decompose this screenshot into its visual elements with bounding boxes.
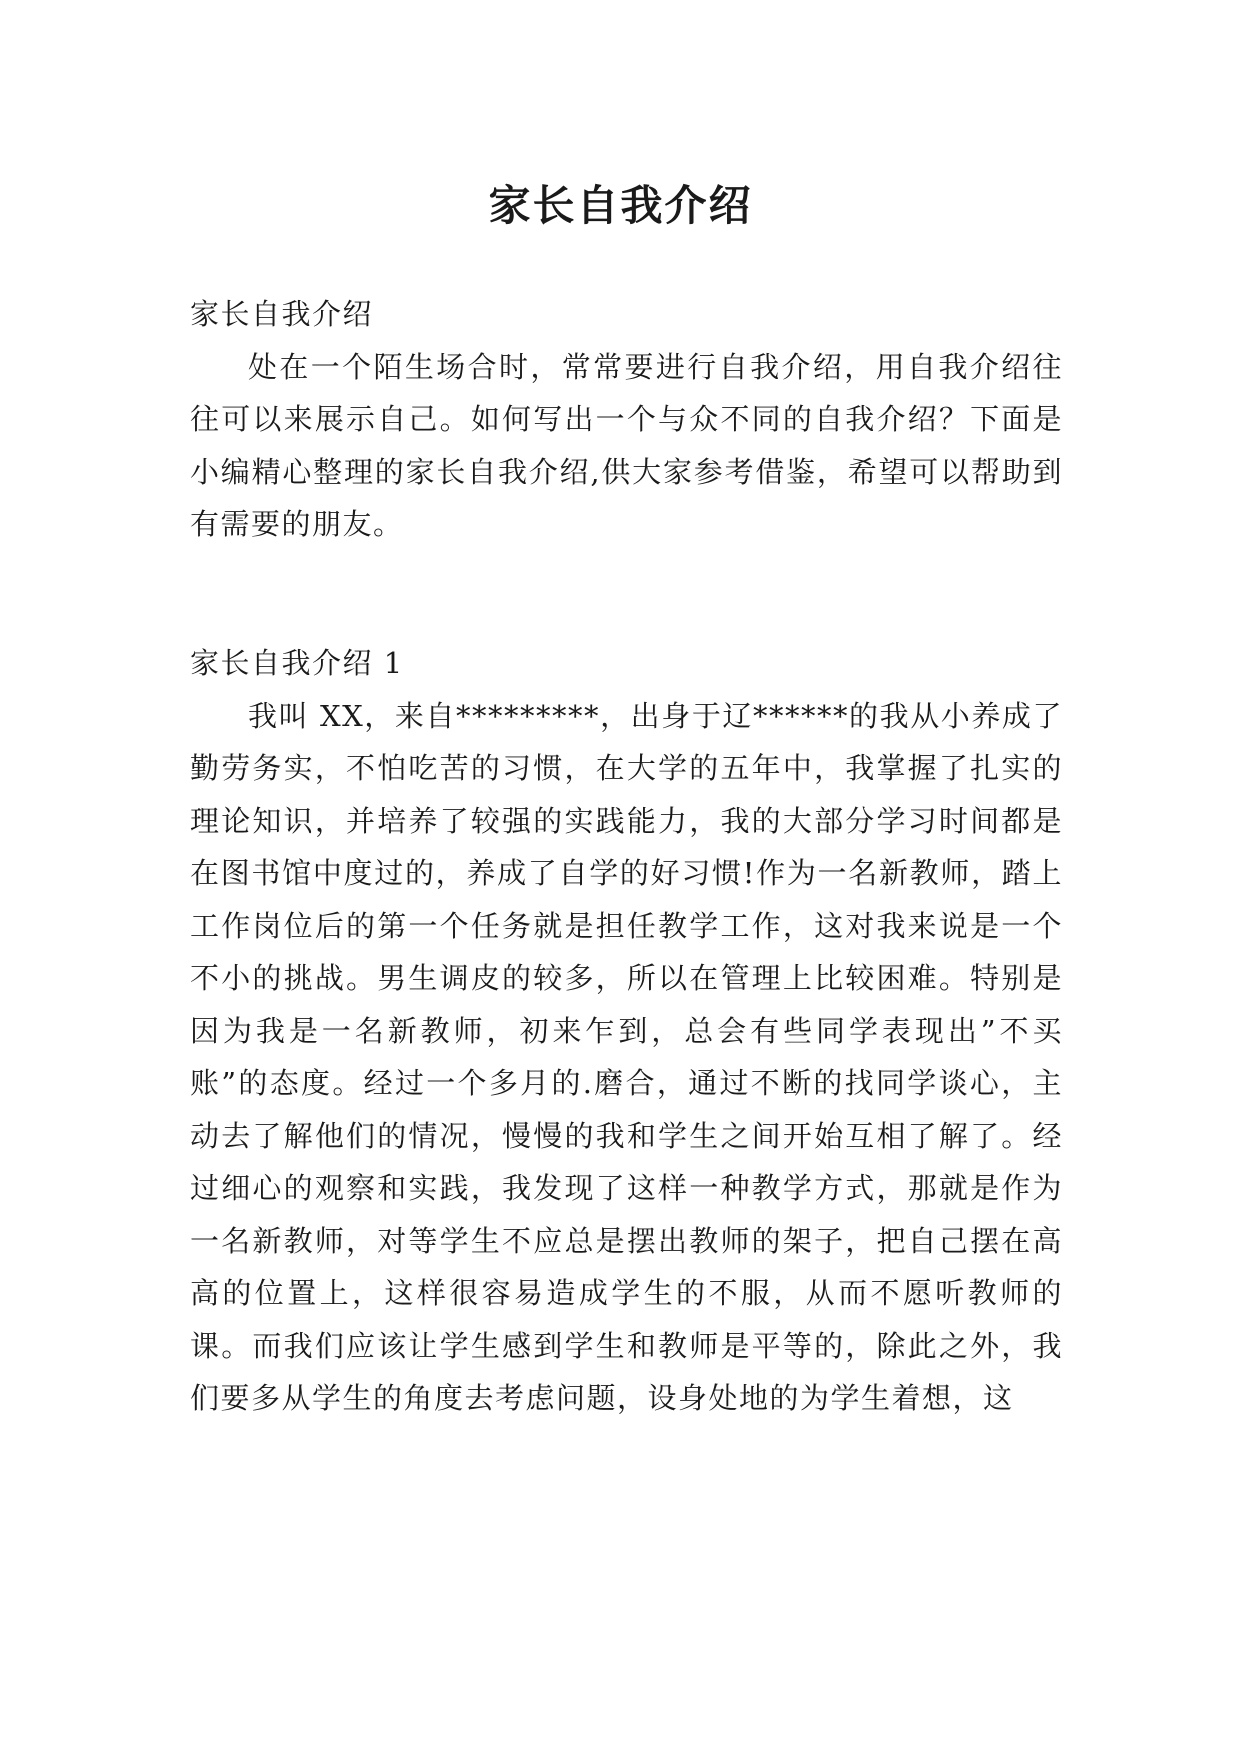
intro-paragraph: 处在一个陌生场合时，常常要进行自我介绍，用自我介绍往往可以来展示自己。如何写出一个与众不同的自我介绍？下面是小编精心整理的家长自我介绍,供大家参考借鉴，希望可以帮助到有需要的朋友。 [190, 349, 1063, 541]
intro-section [190, 288, 1063, 551]
document-title: 家长自我介绍 [488, 181, 753, 231]
section-1-heading: 家长自我介绍 1 [190, 646, 404, 680]
section-1-paragraph: 我叫 XX，来自*********，出身于辽******的我从小养成了勤劳务实，不怕吃苦的习惯，在大学的五年中，我掌握了扎实的理论知识，并培养了较强的实践能力，我的大部分学习时间都是在图书馆中度过的，养成了自学的好习惯!作为一名新教师，踏上工作岗位后的第一个任务就是担任教学工作，这对我来说是一个不小的挑战。男生调皮的较多，所以在管理上比较困难。特别是因为我是一名新教师，初来乍到，总会有些同学表现出”不买账”的态度。经过一个多月的.磨合，通过不断的找同学谈心，主动去了解他们的情况，慢慢的我和学生之间开始互相了解了。经过细心的观察和实践，我发现了这样一种教学方式，那就是作为一名新教师，对等学生不应总是摆出教师的架子，把自己摆在高高的位置上，这样很容易造成学生的不服，从而不愿听教师的课。而我们应该让学生感到学生和教师是平等的，除此之外，我们要多从学生的角度去考虑问题，设身处地的为学生着想，这 [190, 698, 1063, 1415]
intro-heading: 家长自我介绍 [190, 297, 374, 331]
section-1 [190, 637, 1063, 1425]
